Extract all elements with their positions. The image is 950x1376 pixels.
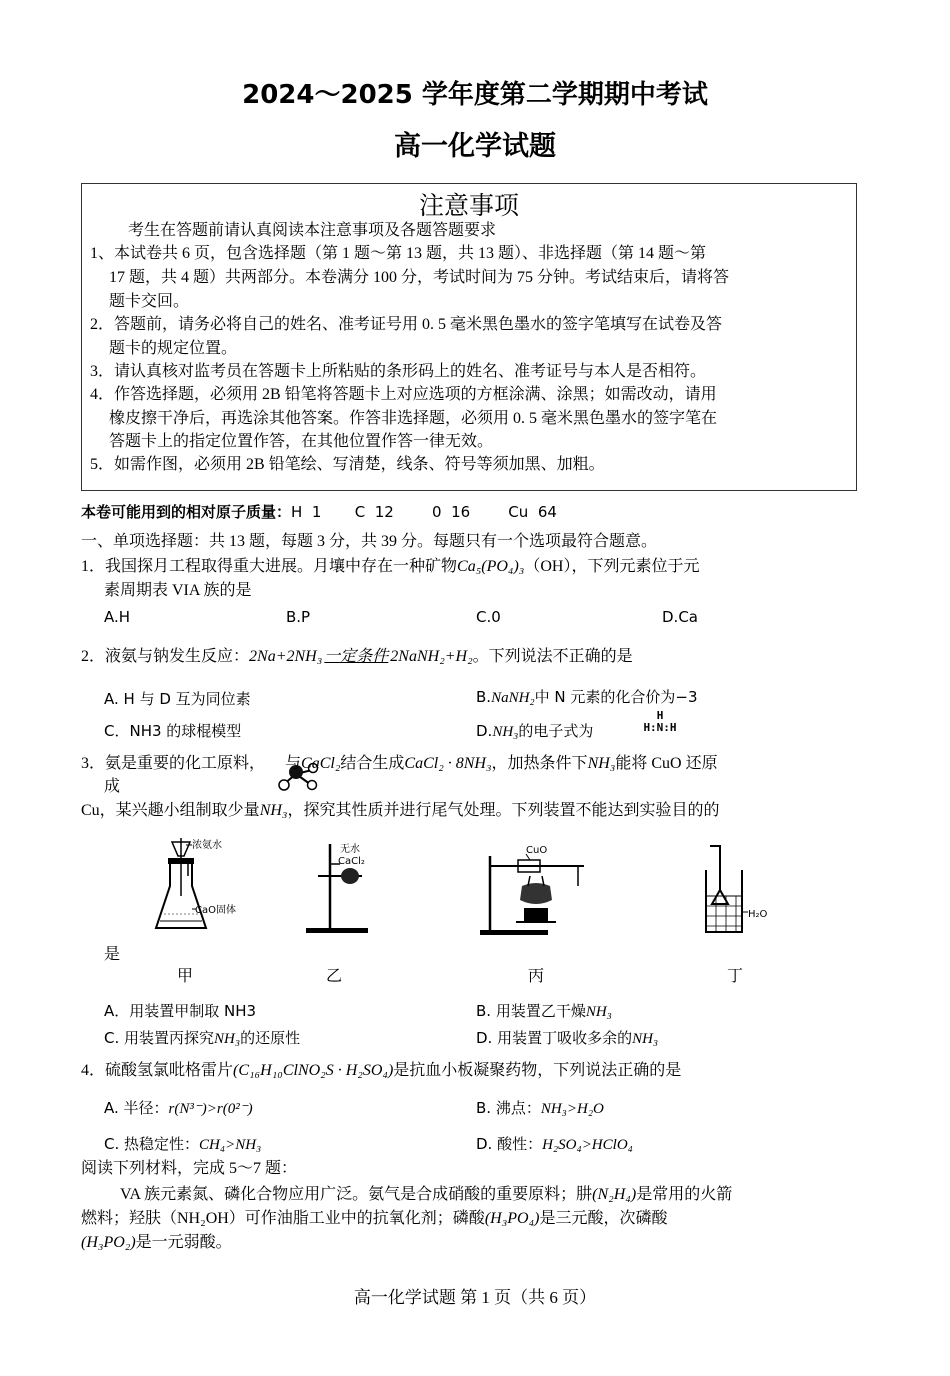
q3-line3-nh3: NH₃	[259, 802, 288, 819]
exam-title: 2024～2025 学年度第二学期期中考试	[242, 80, 708, 110]
jia-label-cao: CaO固体	[195, 905, 236, 916]
q4-option-c-formula: CH₄>NH₃	[199, 1137, 262, 1153]
atomic-mass-values: H 1 C 12 0 16 Cu 64	[291, 503, 557, 521]
q2-option-a: A. H 与 D 互为同位素	[104, 690, 251, 708]
q2-option-b-formula: NaNH₂	[491, 690, 535, 706]
q4-option-d-formula: H₂SO₄>HClO₄	[542, 1137, 633, 1153]
q1-option-d: D.Ca	[662, 608, 698, 626]
q3-option-c	[104, 1027, 300, 1048]
reading-paragraph-line1	[120, 1184, 732, 1206]
question-3-stem-line1	[81, 753, 718, 775]
q3-part-d: ，加热条件下	[491, 755, 588, 772]
electron-dot-top-h: H	[656, 709, 664, 722]
notice-item-3: 3．请认真核对监考员在答题卡上所粘贴的条形码上的姓名、准考证号与本人是否相符。	[90, 363, 707, 380]
q3-option-b-nh3: NH₃	[585, 1004, 612, 1020]
atomic-mass-label: 本卷可能用到的相对原子质量：	[81, 503, 292, 521]
atomic-mass-line	[81, 501, 557, 523]
q3-option-d-text: D. 用装置丁吸收多余的	[476, 1029, 633, 1047]
notice-box	[81, 183, 857, 491]
q4-option-b	[476, 1097, 604, 1118]
q2-reaction-left: 2Na+2NH₃	[249, 648, 323, 665]
nh3-electron-dot-formula	[642, 710, 678, 734]
reading-p2-part-b: 是三元酸，次磷酸	[539, 1210, 668, 1227]
q2-option-d	[476, 720, 593, 741]
q2-option-b: B.NaNH₂中 N 元素的化合价为−3	[476, 688, 698, 706]
q3-option-b	[476, 1000, 612, 1021]
bing-label-cuo: CuO	[526, 845, 548, 856]
exam-subtitle: 高一化学试题	[394, 131, 556, 162]
q3-line3-part-a: Cu，某兴趣小组制取少量	[81, 802, 260, 819]
reading-paragraph-line2	[81, 1208, 668, 1230]
caption-bing: 丙	[528, 968, 545, 985]
reading-intro: 阅读下列材料，完成 5～7 题：	[81, 1160, 298, 1177]
q1-option-a: A.H	[104, 608, 131, 626]
reading-h3po2: (H₃PO₂)	[81, 1234, 136, 1251]
section-1-heading: 一、单项选择题：共 13 题，每题 3 分，共 39 分。每题只有一个选项最符合题意。	[81, 533, 658, 550]
q2-option-c: C．NH3 的球棍模型	[104, 722, 242, 740]
q2-option-b-text: 中 N 元素的化合价为−3	[534, 688, 698, 706]
q1-option-b: B.P	[286, 608, 311, 626]
q3-option-c-nh3: NH₃	[214, 1031, 241, 1047]
q3-part-a: 3．氨是重要的化工原料，	[81, 755, 266, 772]
q4-option-c	[104, 1133, 261, 1154]
q2-stem-part-a: 2．液氨与钠发生反应：	[81, 648, 250, 665]
q3-option-d-nh3: NH₃	[632, 1031, 659, 1047]
reading-p3-part-b: 是一元弱酸。	[135, 1234, 232, 1251]
q1-formula: Ca₅(PO₄)₃	[457, 558, 525, 575]
q4-option-a-formula: r(N³⁻)>r(0²⁻)	[168, 1101, 253, 1117]
question-4-stem	[81, 1060, 681, 1082]
q4-formula: (C₁₆H₁₀ClNO₂S · H₂SO₄)	[233, 1062, 394, 1079]
notice-item-4-line1: 4．作答选择题，必须用 2B 铅笔将答题卡上对应选项的方框涂满、涂黑；如需改动，请用	[90, 386, 717, 403]
reading-h3po4: (H₃PO₄)	[484, 1210, 540, 1227]
reading-p2-part-a: 燃料；羟肤（NH₂OH）可作油脂工业中的抗氧化剂；磷酸	[81, 1210, 485, 1227]
q2-option-d-text: 的电子式为	[518, 722, 594, 740]
q4-option-a-text: A. 半径：	[104, 1099, 169, 1117]
q1-stem-part-a: 1．我国探月工程取得重大进展。月壤中存在一种矿物	[81, 558, 458, 575]
question-3-stem-line3	[81, 800, 720, 822]
q3-line3-part-b: ，探究其性质并进行尾气处理。下列装置不能达到实验目的的	[287, 802, 720, 819]
q3-option-c-text: C. 用装置丙探究	[104, 1029, 215, 1047]
yi-label-cacl2: CaCl₂	[338, 856, 365, 867]
page-footer: 高一化学试题 第 1 页（共 6 页）	[353, 1288, 597, 1307]
q3-option-d	[476, 1027, 658, 1048]
reading-n2h4: (N₂H₄)	[592, 1186, 637, 1203]
q1-stem-part-b: （OH），下列元素位于元	[524, 558, 700, 575]
q1-option-c: C.0	[476, 608, 501, 626]
q4-option-d-text: D. 酸性：	[476, 1135, 543, 1153]
yi-label-anhydrous: 无水	[340, 844, 360, 855]
q2-option-d-formula: NH₃	[492, 724, 519, 740]
caption-jia: 甲	[177, 968, 194, 985]
notice-item-2-line2: 题卡的规定位置。	[109, 340, 238, 357]
q3-cacl2-8nh3: CaCl₂ · 8NH₃	[404, 755, 492, 772]
notice-item-4-line2: 橡皮擦干净后，再选涂其他答案。作答非选择题，必须用 0. 5 毫米黑色墨水的签字笔在	[109, 410, 718, 427]
reading-paragraph-line3	[81, 1232, 232, 1254]
q2-stem-part-b: 。下列说法不正确的是	[472, 648, 633, 665]
q3-cacl2: CaCl₂	[301, 755, 341, 772]
q4-option-d	[476, 1133, 633, 1154]
q3-nh3: NH₃	[587, 755, 616, 772]
notice-item-2-line1: 2．答题前，请务必将自己的姓名、准考证号用 0. 5 毫米黑色墨水的签字笔填写在试卷及答	[90, 316, 723, 333]
question-1-stem-line2: 素周期表 VIA 族的是	[104, 582, 252, 599]
caption-ding: 丁	[727, 968, 744, 985]
notice-intro: 考生在答题前请认真阅读本注意事项及各题答题要求	[128, 222, 497, 239]
q4-stem-part-b: 是抗血小板凝聚药物，下列说法正确的是	[393, 1062, 682, 1079]
q4-stem-part-a: 4．硫酸氢氯吡格雷片	[81, 1062, 234, 1079]
q4-option-a	[104, 1097, 253, 1118]
ding-label-water: H₂O	[748, 909, 768, 920]
q2-option-d-prefix: D.	[476, 722, 493, 740]
jia-label-ammonia: 浓氨水	[192, 840, 222, 851]
notice-title: 注意事项	[418, 193, 519, 220]
apparatus-bing-figure	[478, 836, 590, 936]
notice-item-4-line3: 答题卡上的指定位置作答，在其他位置作答一律无效。	[109, 433, 494, 450]
q3-part-e: 能将 CuO 还原	[615, 755, 718, 772]
q4-option-b-formula: NH₃>H₂O	[540, 1101, 604, 1117]
question-1-stem	[81, 556, 699, 578]
apparatus-yi-figure	[300, 836, 380, 936]
q4-option-b-text: B. 沸点：	[476, 1099, 541, 1117]
notice-item-1-line3: 题卡交回。	[109, 293, 190, 310]
caption-yi: 乙	[326, 968, 343, 985]
notice-item-5: 5．如需作图，必须用 2B 铅笔绘、写清楚，线条、符号等须加黑、加粗。	[90, 456, 605, 473]
question-3-stem-line2: 成	[104, 778, 121, 795]
apparatus-jia-figure	[148, 836, 258, 936]
notice-item-1-line2: 17 题，共 4 题）共两部分。本卷满分 100 分，考试时间为 75 分钟。考试结束后，请将答	[109, 269, 730, 286]
q3-option-b-text: B. 用装置乙干燥	[476, 1002, 586, 1020]
q3-option-a: A．用装置甲制取 NH3	[104, 1002, 257, 1020]
reading-p1-part-a: VA 族元素氮、磷化合物应用广泛。氨气是合成硝酸的重要原料；肼	[120, 1186, 593, 1203]
notice-item-1-line1: 1、本试卷共 6 页，包含选择题（第 1 题～第 13 题，共 13 题）、非选择题（第 14 题～第	[90, 245, 707, 262]
q2-reaction-right: 2NaNH₂+H₂	[390, 648, 473, 665]
apparatus-ding-figure	[698, 840, 778, 940]
question-2-stem	[81, 646, 633, 668]
reading-p1-part-b: 是常用的火箭	[636, 1186, 733, 1203]
q3-option-c-tail: 的还原性	[240, 1029, 301, 1047]
q4-option-c-text: C. 热稳定性：	[104, 1135, 200, 1153]
electron-dot-middle: H:N:H	[643, 721, 677, 734]
question-3-stem-line4: 是	[104, 946, 121, 963]
q3-part-b: 与	[285, 755, 302, 772]
q3-part-c: 结合生成	[340, 755, 405, 772]
q2-reaction-condition: 一定条件	[324, 648, 389, 665]
